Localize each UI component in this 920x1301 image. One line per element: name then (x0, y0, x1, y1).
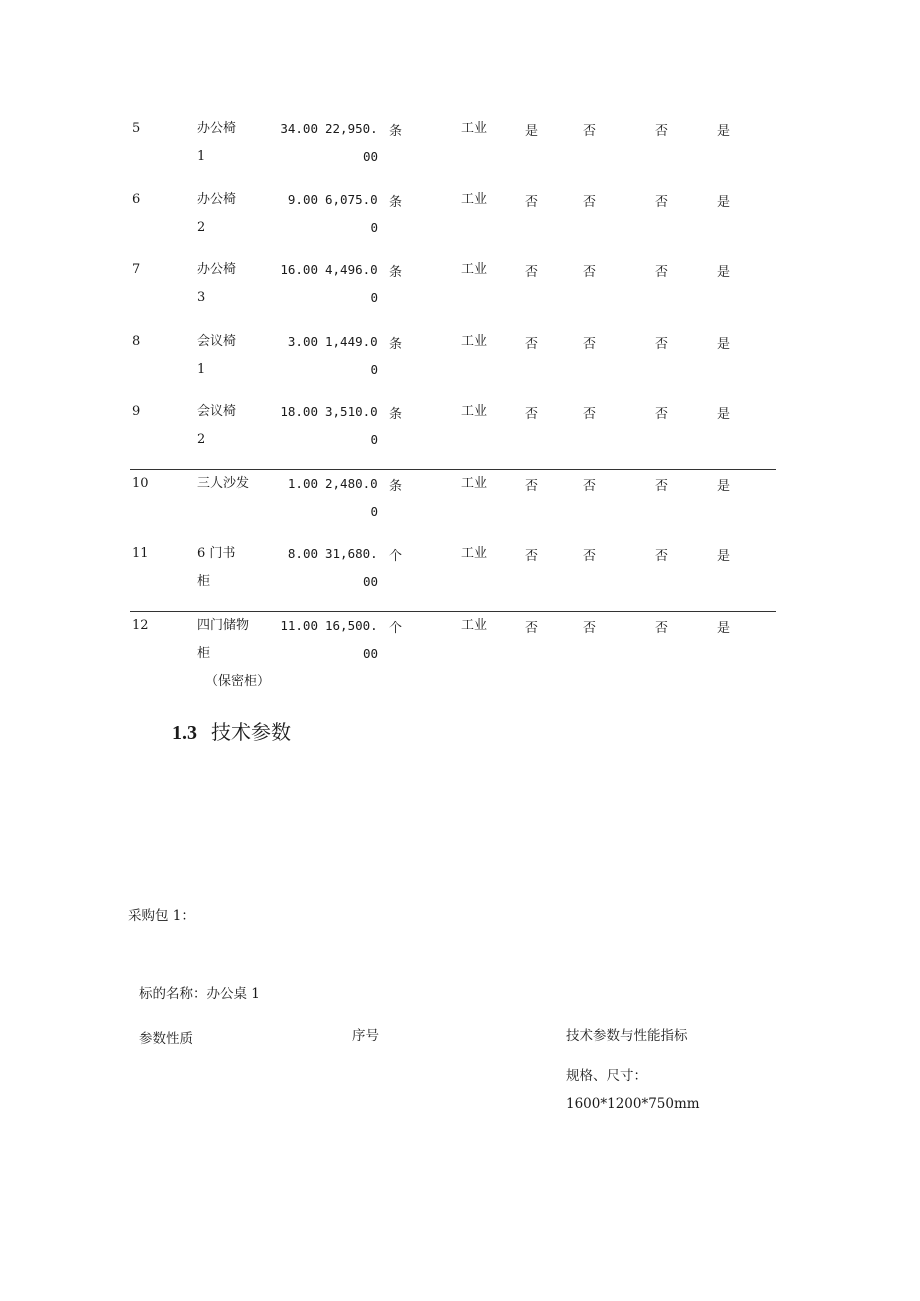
unit: 条 (389, 195, 403, 210)
flag-2: 否 (583, 621, 597, 636)
category: 工业 (461, 262, 488, 277)
item-name: 6 门书 (197, 546, 236, 561)
spec-value: 1600*1200*750mm (566, 1096, 700, 1112)
item-name-cont: 柜 (197, 646, 211, 661)
section-title: 技术参数 (211, 720, 291, 744)
flag-1: 否 (525, 195, 539, 210)
quantity: 1.00 (287, 476, 318, 491)
flag-1: 否 (525, 407, 539, 422)
flag-2: 否 (583, 337, 597, 352)
item-name-cont: 3 (197, 290, 206, 305)
amount: 3,510.0 (325, 404, 378, 419)
row-number: 8 (132, 334, 141, 349)
amount-cont: 00 (362, 574, 378, 589)
unit: 个 (389, 621, 403, 636)
row-number: 12 (132, 618, 149, 633)
table-rule (130, 469, 776, 470)
flag-3: 否 (655, 265, 669, 280)
flag-2: 否 (583, 195, 597, 210)
flag-3: 否 (655, 337, 669, 352)
category: 工业 (461, 546, 488, 561)
item-name-cont: 1 (197, 149, 206, 164)
row-number: 9 (132, 404, 141, 419)
quantity: 16.00 (280, 262, 318, 277)
amount: 31,680. (325, 546, 378, 561)
amount: 16,500. (325, 618, 378, 633)
amount: 6,075.0 (325, 192, 378, 207)
row-number: 7 (132, 262, 141, 277)
flag-1: 否 (525, 265, 539, 280)
flag-4: 是 (717, 337, 731, 352)
amount-cont: 0 (370, 290, 378, 305)
flag-4: 是 (717, 479, 731, 494)
item-name: 办公椅 (197, 262, 237, 277)
flag-3: 否 (655, 195, 669, 210)
item-name-cont: 柜 (197, 574, 211, 589)
category: 工业 (461, 121, 488, 136)
flag-3: 否 (655, 124, 669, 139)
flag-1: 否 (525, 479, 539, 494)
unit: 个 (389, 549, 403, 564)
param-header-spec: 技术参数与性能指标 (566, 1028, 688, 1044)
category: 工业 (461, 618, 488, 633)
item-name-cont: 2 (197, 432, 206, 447)
flag-4: 是 (717, 195, 731, 210)
item-name: 四门储物 (197, 618, 250, 633)
amount: 1,449.0 (325, 334, 378, 349)
param-header-nature: 参数性质 (139, 1031, 193, 1047)
flag-1: 否 (525, 337, 539, 352)
section-heading (172, 717, 291, 748)
unit: 条 (389, 337, 403, 352)
flag-4: 是 (717, 265, 731, 280)
flag-1: 否 (525, 621, 539, 636)
flag-4: 是 (717, 407, 731, 422)
category: 工业 (461, 192, 488, 207)
flag-1: 否 (525, 549, 539, 564)
unit: 条 (389, 479, 403, 494)
unit: 条 (389, 265, 403, 280)
flag-3: 否 (655, 621, 669, 636)
flag-2: 否 (583, 407, 597, 422)
quantity: 8.00 (287, 546, 318, 561)
item-name-note: （保密柜） (205, 674, 271, 689)
quantity: 3.00 (287, 334, 318, 349)
amount: 2,480.0 (325, 476, 378, 491)
category: 工业 (461, 404, 488, 419)
quantity: 18.00 (280, 404, 318, 419)
item-name: 办公椅 (197, 121, 237, 136)
quantity: 11.00 (280, 618, 318, 633)
flag-3: 否 (655, 407, 669, 422)
amount-cont: 00 (362, 646, 378, 661)
flag-2: 否 (583, 479, 597, 494)
item-name: 办公椅 (197, 192, 237, 207)
section-number: 1.3 (172, 722, 197, 744)
table-rule (130, 611, 776, 612)
row-number: 10 (132, 476, 149, 491)
item-name-cont: 1 (197, 362, 206, 377)
spec-label: 规格、尺寸： (566, 1068, 647, 1084)
amount-cont: 0 (370, 432, 378, 447)
row-number: 5 (132, 121, 141, 136)
category: 工业 (461, 476, 488, 491)
amount-cont: 0 (370, 362, 378, 377)
row-number: 11 (132, 546, 149, 561)
flag-2: 否 (583, 124, 597, 139)
item-name: 三人沙发 (197, 476, 250, 491)
flag-2: 否 (583, 265, 597, 280)
flag-4: 是 (717, 124, 731, 139)
quantity: 9.00 (287, 192, 318, 207)
item-name-label: 标的名称：办公桌 1 (139, 986, 260, 1002)
flag-3: 否 (655, 479, 669, 494)
category: 工业 (461, 334, 488, 349)
amount-cont: 0 (370, 220, 378, 235)
amount-cont: 00 (362, 149, 378, 164)
amount: 22,950. (325, 121, 378, 136)
unit: 条 (389, 407, 403, 422)
unit: 条 (389, 124, 403, 139)
row-number: 6 (132, 192, 141, 207)
amount-cont: 0 (370, 504, 378, 519)
flag-2: 否 (583, 549, 597, 564)
quantity: 34.00 (280, 121, 318, 136)
item-name: 会议椅 (197, 334, 237, 349)
flag-4: 是 (717, 621, 731, 636)
flag-1: 是 (525, 124, 539, 139)
flag-3: 否 (655, 549, 669, 564)
param-header-index: 序号 (352, 1028, 379, 1044)
package-label: 采购包 1： (128, 908, 195, 924)
item-name-cont: 2 (197, 220, 206, 235)
flag-4: 是 (717, 549, 731, 564)
amount: 4,496.0 (325, 262, 378, 277)
item-name: 会议椅 (197, 404, 237, 419)
